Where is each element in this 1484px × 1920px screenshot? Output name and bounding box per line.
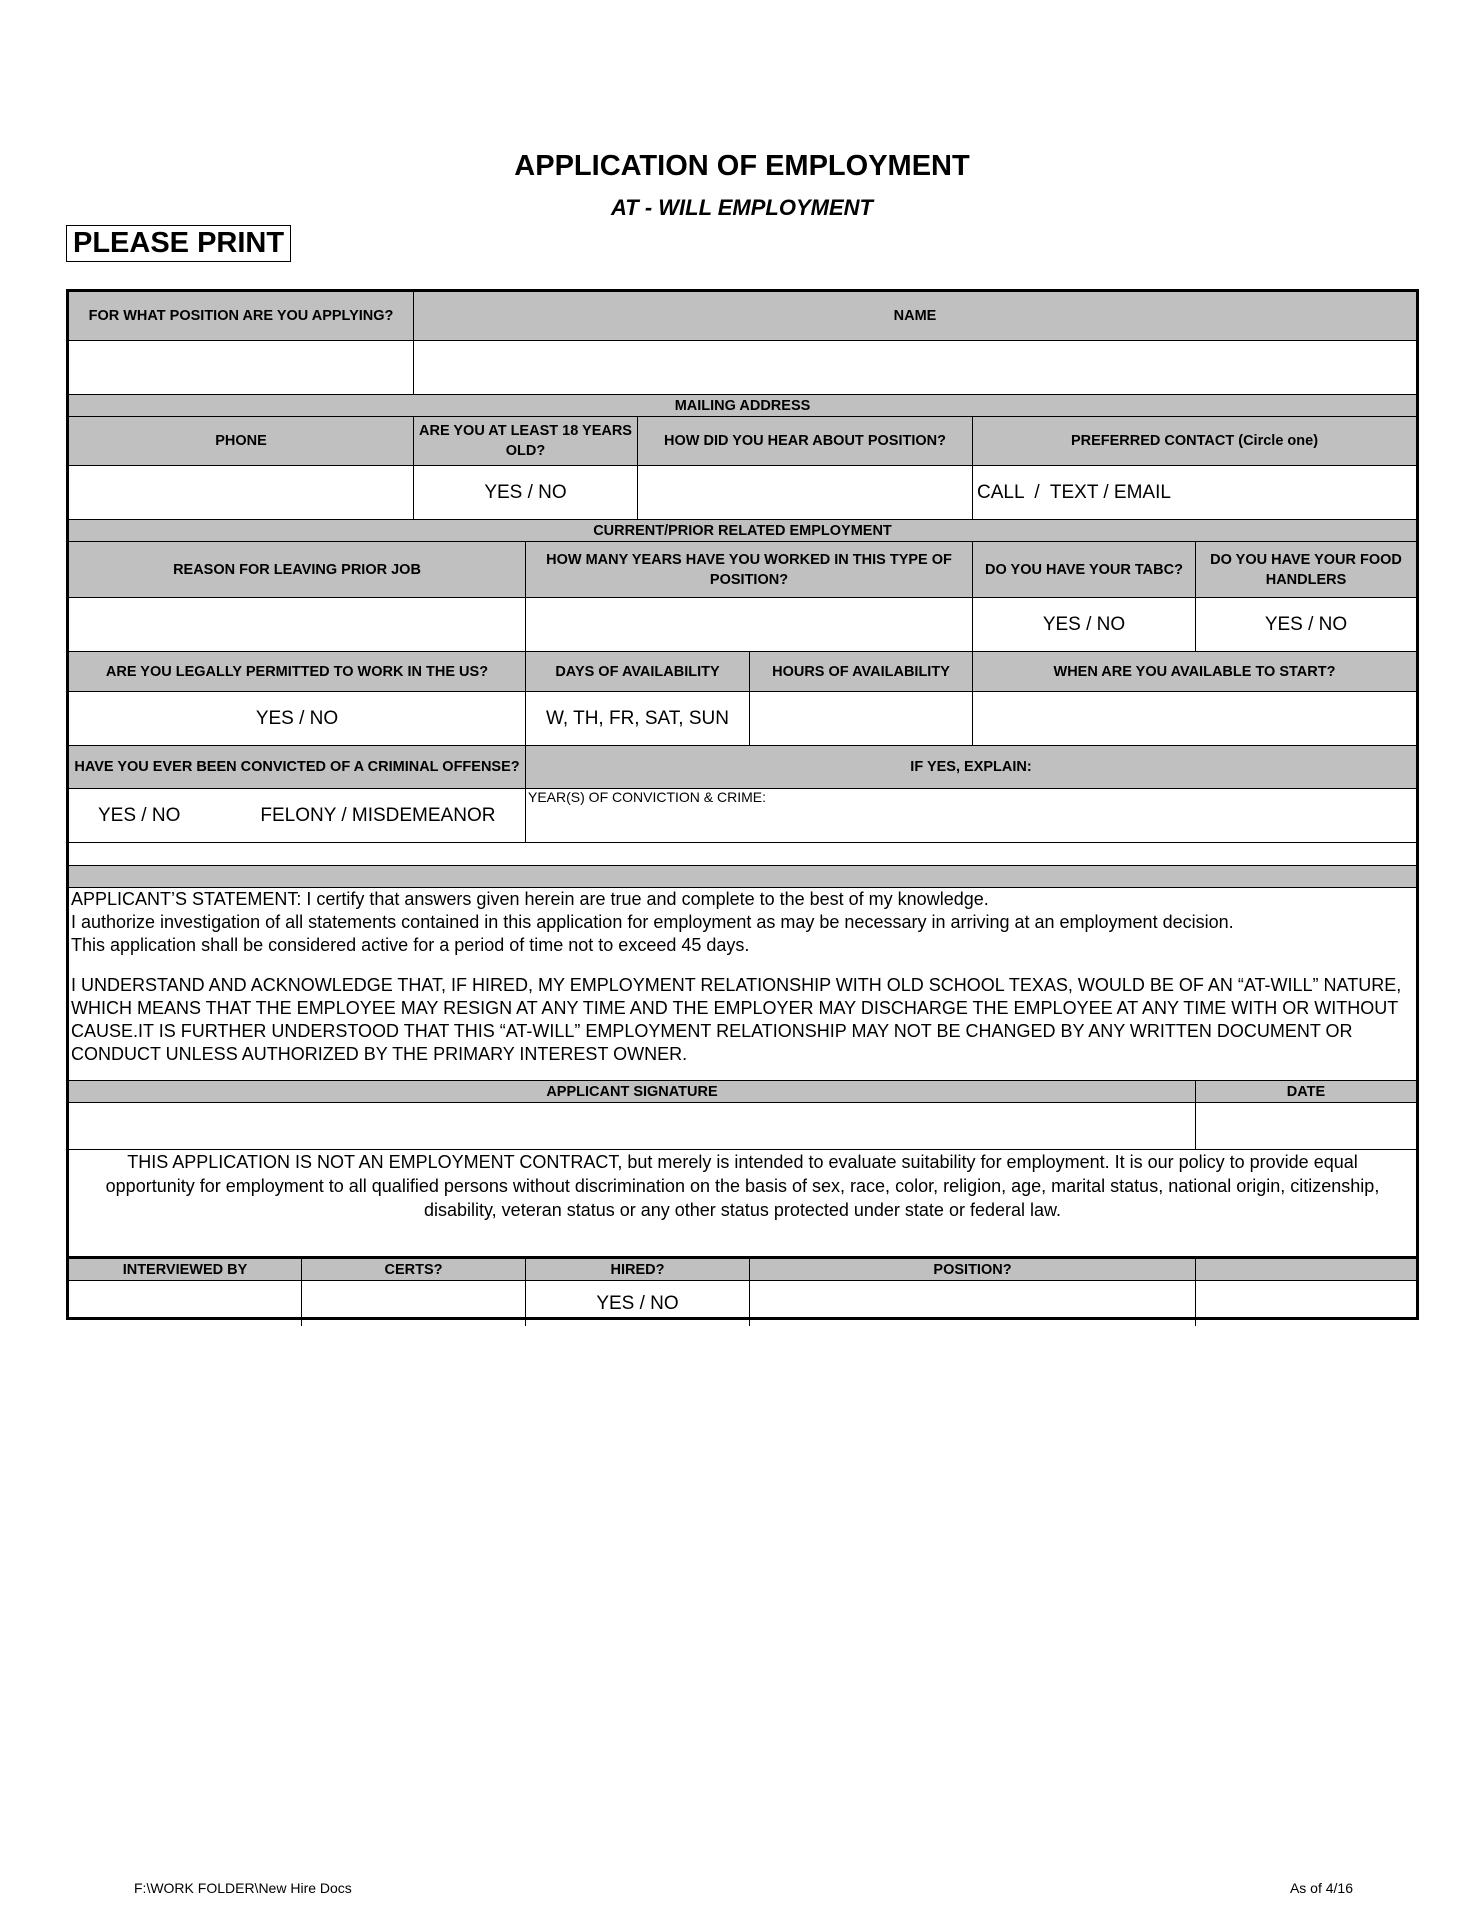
- date-label: DATE: [1196, 1081, 1416, 1103]
- name-field[interactable]: [414, 341, 1416, 395]
- mailing-address-label: MAILING ADDRESS: [69, 395, 1416, 417]
- hired-label: HIRED?: [526, 1259, 750, 1281]
- explain-label: IF YES, EXPLAIN:: [526, 746, 1416, 789]
- page-title: APPLICATION OF EMPLOYMENT: [514, 150, 970, 182]
- office-position-label: POSITION?: [750, 1259, 1196, 1281]
- convicted-type[interactable]: FELONY / MISDEMEANOR: [260, 804, 496, 826]
- employment-label: CURRENT/PRIOR RELATED EMPLOYMENT: [69, 520, 1416, 542]
- applicant-statement: [69, 888, 1416, 1081]
- statement-line-2: I authorize investigation of all statements contained in this application for employment as may be necessary in arriving at an employment decision.: [71, 912, 1234, 932]
- convicted-options[interactable]: [69, 789, 526, 843]
- interviewed-by-field[interactable]: [69, 1281, 302, 1326]
- start-label: WHEN ARE YOU AVAILABLE TO START?: [973, 652, 1416, 692]
- contact-options[interactable]: CALL / TEXT / EMAIL: [973, 466, 1416, 520]
- convicted-label: HAVE YOU EVER BEEN CONVICTED OF A CRIMINAL OFFENSE?: [69, 746, 526, 789]
- position-field[interactable]: [69, 341, 414, 395]
- phone-field[interactable]: [69, 466, 414, 520]
- legal-label: ARE YOU LEGALLY PERMITTED TO WORK IN THE US?: [69, 652, 526, 692]
- hear-field[interactable]: [638, 466, 973, 520]
- conviction-years-field[interactable]: YEAR(S) OF CONVICTION & CRIME:: [526, 789, 1416, 843]
- hear-label: HOW DID YOU HEAR ABOUT POSITION?: [638, 417, 973, 466]
- name-label: NAME: [414, 292, 1416, 341]
- reason-field[interactable]: [69, 598, 526, 652]
- food-handlers-label: DO YOU HAVE YOUR FOOD HANDLERS: [1196, 542, 1416, 598]
- years-label: HOW MANY YEARS HAVE YOU WORKED IN THIS TYPE OF POSITION?: [526, 542, 973, 598]
- phone-label: PHONE: [69, 417, 414, 466]
- days-value[interactable]: W, TH, FR, SAT, SUN: [526, 692, 750, 746]
- contact-label: PREFERRED CONTACT (Circle one): [973, 417, 1416, 466]
- application-form: [66, 289, 1419, 1320]
- footer-version: As of 4/16: [1289, 1880, 1353, 1896]
- days-label: DAYS OF AVAILABILITY: [526, 652, 750, 692]
- statement-line-1: APPLICANT’S STATEMENT: I certify that answers given herein are true and complete to the best of my knowledge.: [71, 889, 989, 909]
- policy-statement: THIS APPLICATION IS NOT AN EMPLOYMENT CONTRACT, but merely is intended to evaluate suitability for employment. It is our policy to provide equal opportunity for employment to all qualified persons without discrimination on the basis of sex, race, color, religion, age, marital status, national origin, citizenship, disability, veteran status or any other status protected under state or federal law.: [69, 1150, 1416, 1259]
- signature-label: APPLICANT SIGNATURE: [69, 1081, 1196, 1103]
- reason-label: REASON FOR LEAVING PRIOR JOB: [69, 542, 526, 598]
- tabc-label: DO YOU HAVE YOUR TABC?: [973, 542, 1196, 598]
- please-print-box: PLEASE PRINT: [66, 225, 291, 262]
- position-label: FOR WHAT POSITION ARE YOU APPLYING?: [69, 292, 414, 341]
- signature-field[interactable]: [69, 1103, 1196, 1150]
- convicted-yes-no[interactable]: YES / NO: [98, 804, 181, 826]
- statement-line-3: This application shall be considered active for a period of time not to exceed 45 days.: [71, 935, 750, 955]
- office-blank-label: [1196, 1259, 1416, 1281]
- office-blank-field[interactable]: [1196, 1281, 1416, 1326]
- hours-field[interactable]: [750, 692, 973, 746]
- start-field[interactable]: [973, 692, 1416, 746]
- food-handlers-yes-no[interactable]: YES / NO: [1196, 598, 1416, 652]
- date-field[interactable]: [1196, 1103, 1416, 1150]
- page-subtitle: AT - WILL EMPLOYMENT: [611, 195, 873, 220]
- grey-divider: [69, 866, 1416, 888]
- age-label: ARE YOU AT LEAST 18 YEARS OLD?: [414, 417, 638, 466]
- office-position-field[interactable]: [750, 1281, 1196, 1326]
- at-will-paragraph: I UNDERSTAND AND ACKNOWLEDGE THAT, IF HIRED, MY EMPLOYMENT RELATIONSHIP WITH OLD SCHOOL TEXAS, WOULD BE OF AN “AT-WILL” NATURE, WHICH MEANS THAT THE EMPLOYEE MAY RESIGN AT ANY TIME AND THE EMPLOYER MAY DISCHARGE THE EMPLOYEE AT ANY TIME WITH OR WITHOUT CAUSE.IT IS FURTHER UNDERSTOOD THAT THIS “AT-WILL” EMPLOYMENT RELATIONSHIP MAY NOT BE CHANGED BY ANY WRITTEN DOCUMENT OR CONDUCT UNLESS AUTHORIZED BY THE PRIMARY INTEREST OWNER.: [71, 975, 1402, 1064]
- footer-path: F:\WORK FOLDER\New Hire Docs: [134, 1880, 352, 1896]
- legal-yes-no[interactable]: YES / NO: [69, 692, 526, 746]
- hired-yes-no[interactable]: YES / NO: [526, 1281, 750, 1326]
- interviewed-by-label: INTERVIEWED BY: [69, 1259, 302, 1281]
- years-field[interactable]: [526, 598, 973, 652]
- certs-label: CERTS?: [302, 1259, 526, 1281]
- hours-label: HOURS OF AVAILABILITY: [750, 652, 973, 692]
- tabc-yes-no[interactable]: YES / NO: [973, 598, 1196, 652]
- blank-row: [69, 843, 1416, 866]
- certs-field[interactable]: [302, 1281, 526, 1326]
- age-yes-no[interactable]: YES / NO: [414, 466, 638, 520]
